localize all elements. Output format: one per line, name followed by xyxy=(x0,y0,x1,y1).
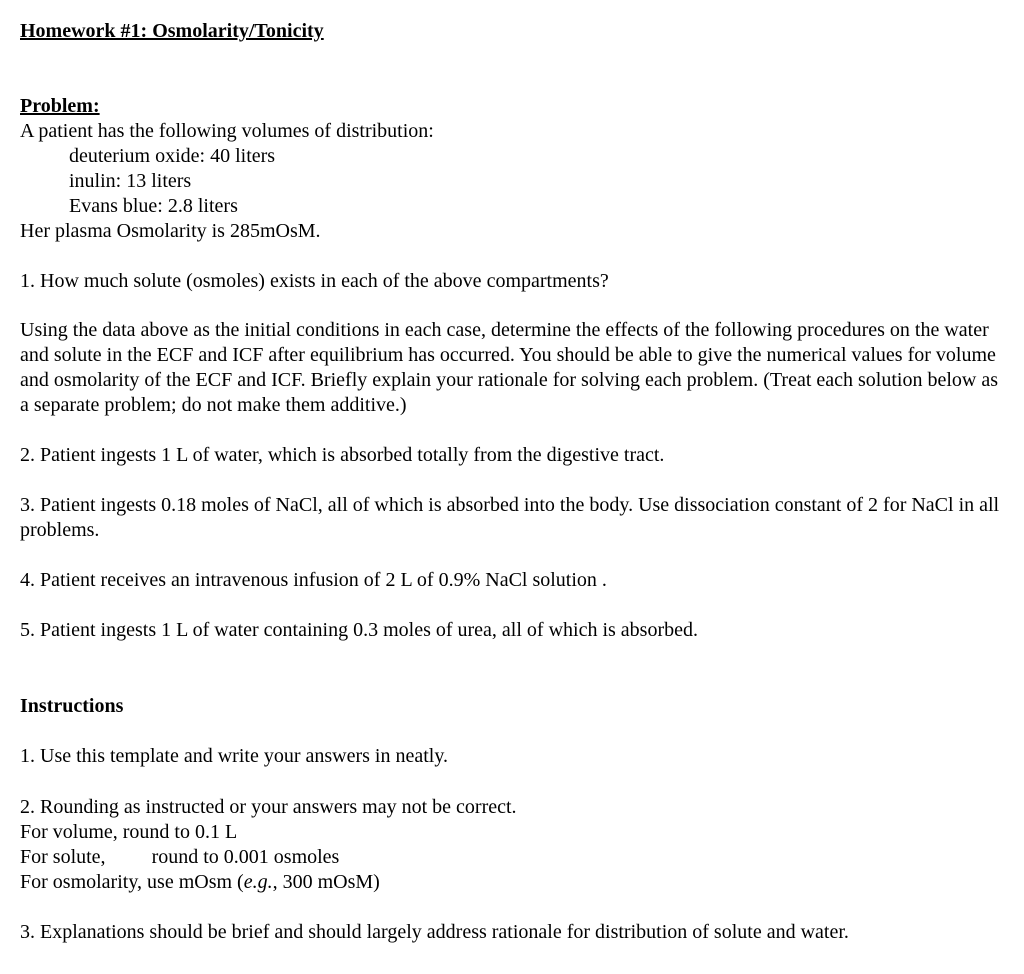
problem-intro: A patient has the following volumes of distribution: xyxy=(20,120,434,142)
instructions-heading: Instructions xyxy=(20,695,124,717)
question-5: 5. Patient ingests 1 L of water containing 0.3 moles of urea, all of which is absorbed. xyxy=(20,619,698,641)
rounding-volume: For volume, round to 0.1 L xyxy=(20,821,238,843)
question-3: 3. Patient ingests 0.18 moles of NaCl, all of which is absorbed into the body. Use dissociation constant of 2 for NaCl in all problems. xyxy=(20,494,1000,541)
rounding-osmolarity xyxy=(20,870,380,895)
rounding-osmolarity-rest: , 300 mOsM) xyxy=(272,871,380,893)
rounding-solute-value: round to 0.001 osmoles xyxy=(151,846,340,868)
rounding-solute xyxy=(20,845,339,870)
instruction-2: 2. Rounding as instructed or your answers may not be correct. xyxy=(20,796,517,818)
rounding-osmolarity-example: e.g. xyxy=(243,871,273,893)
rounding-solute-label: For solute, xyxy=(20,846,106,868)
problem-heading: Problem: xyxy=(20,95,100,117)
instruction-3: 3. Explanations should be brief and should largely address rationale for distribution of solute and water. xyxy=(20,921,849,943)
rounding-osmolarity-label: For osmolarity, use mOsm ( xyxy=(20,871,244,893)
volume-deuterium-oxide: deuterium oxide: 40 liters xyxy=(69,145,276,167)
question-4: 4. Patient receives an intravenous infusion of 2 L of 0.9% NaCl solution . xyxy=(20,569,607,591)
document-title: Homework #1: Osmolarity/Tonicity xyxy=(20,20,324,42)
question-context: Using the data above as the initial conditions in each case, determine the effects of the following procedures on the water and solute in the ECF and ICF after equilibrium has occurred. You should be able to give the numerical values for volume and osmolarity of the ECF and ICF. Briefly explain your rationale for solving each problem. (Treat each solution below as a separate problem; do not make them additive.) xyxy=(20,319,998,416)
volume-inulin: inulin: 13 liters xyxy=(69,170,192,192)
volume-evans-blue: Evans blue: 2.8 liters xyxy=(69,195,238,217)
question-1: 1. How much solute (osmoles) exists in each of the above compartments? xyxy=(20,270,609,292)
instruction-1: 1. Use this template and write your answers in neatly. xyxy=(20,745,449,767)
plasma-osmolarity: Her plasma Osmolarity is 285mOsM. xyxy=(20,220,321,242)
question-2: 2. Patient ingests 1 L of water, which is absorbed totally from the digestive tract. xyxy=(20,444,665,466)
